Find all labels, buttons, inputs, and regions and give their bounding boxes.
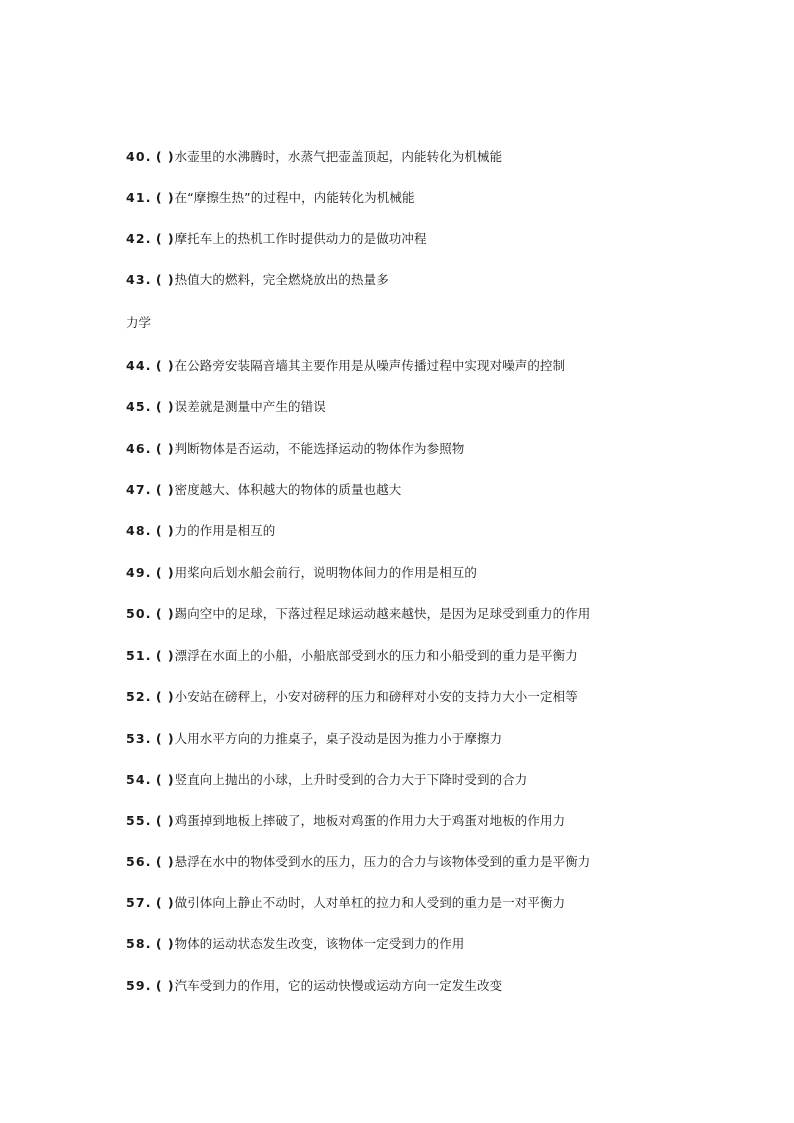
question-text: 人用水平方向的力推桌子，桌子没动是因为推力小于摩擦力 [174, 731, 503, 746]
section-title: 力学 [126, 315, 152, 330]
question-number: 59. [126, 978, 152, 993]
question-text: 鸡蛋掉到地板上摔破了，地板对鸡蛋的作用力大于鸡蛋对地板的作用力 [174, 813, 566, 828]
answer-blank: ( ) [155, 648, 175, 663]
question-number: 51. [126, 648, 152, 663]
question-number: 41. [126, 190, 152, 205]
answer-blank: ( ) [155, 272, 175, 287]
question-text: 做引体向上静止不动时，人对单杠的拉力和人受到的重力是一对平衡力 [174, 895, 566, 910]
question-text: 在“摩擦生热”的过程中，内能转化为机械能 [174, 190, 415, 205]
question-text: 用桨向后划水船会前行，说明物体间力的作用是相互的 [174, 565, 478, 580]
question-text: 热值大的燃料，完全燃烧放出的热量多 [174, 272, 389, 287]
answer-blank: ( ) [155, 482, 175, 497]
question-text: 小安站在磅秤上，小安对磅秤的压力和磅秤对小安的支持力大小一定相等 [174, 689, 578, 704]
question-44 [126, 357, 565, 375]
question-number: 48. [126, 523, 152, 538]
question-text: 悬浮在水中的物体受到水的压力，压力的合力与该物体受到的重力是平衡力 [174, 854, 591, 869]
answer-blank: ( ) [155, 149, 175, 164]
question-text: 物体的运动状态发生改变，该物体一定受到力的作用 [174, 936, 465, 951]
question-text: 判断物体是否运动，不能选择运动的物体作为参照物 [174, 441, 465, 456]
question-text: 汽车受到力的作用，它的运动快慢或运动方向一定发生改变 [174, 978, 503, 993]
answer-blank: ( ) [155, 358, 175, 373]
question-number: 40. [126, 149, 152, 164]
answer-blank: ( ) [155, 854, 175, 869]
answer-blank: ( ) [155, 190, 175, 205]
question-text: 水壶里的水沸腾时，水蒸气把壶盖顶起，内能转化为机械能 [174, 149, 503, 164]
question-text: 在公路旁安装隔音墙其主要作用是从噪声传播过程中实现对噪声的控制 [174, 358, 566, 373]
answer-blank: ( ) [155, 441, 175, 456]
question-45 [126, 398, 326, 416]
question-text: 漂浮在水面上的小船，小船底部受到水的压力和小船受到的重力是平衡力 [174, 648, 578, 663]
answer-blank: ( ) [155, 813, 175, 828]
question-number: 46. [126, 441, 152, 456]
question-number: 44. [126, 358, 152, 373]
question-number: 55. [126, 813, 152, 828]
question-text: 竖直向上抛出的小球，上升时受到的合力大于下降时受到的合力 [174, 772, 528, 787]
question-number: 47. [126, 482, 152, 497]
question-49 [126, 564, 477, 582]
question-number: 57. [126, 895, 152, 910]
question-40 [126, 148, 502, 166]
answer-blank: ( ) [155, 231, 175, 246]
answer-blank: ( ) [155, 731, 175, 746]
answer-blank: ( ) [155, 895, 175, 910]
question-number: 49. [126, 565, 152, 580]
question-43 [126, 271, 389, 289]
answer-blank: ( ) [155, 399, 175, 414]
answer-blank: ( ) [155, 565, 175, 580]
question-text: 摩托车上的热机工作时提供动力的是做功冲程 [174, 231, 427, 246]
answer-blank: ( ) [155, 936, 175, 951]
question-47 [126, 481, 401, 499]
answer-blank: ( ) [155, 606, 175, 621]
question-51 [126, 647, 578, 665]
answer-blank: ( ) [155, 978, 175, 993]
question-55 [126, 812, 565, 830]
question-41 [126, 189, 415, 207]
question-number: 56. [126, 854, 152, 869]
question-number: 50. [126, 606, 152, 621]
question-text: 力的作用是相互的 [174, 523, 276, 538]
question-text: 踢向空中的足球，下落过程足球运动越来越快，是因为足球受到重力的作用 [174, 606, 591, 621]
answer-blank: ( ) [155, 523, 175, 538]
question-58 [126, 935, 464, 953]
question-53 [126, 730, 502, 748]
question-59 [126, 977, 502, 995]
question-46 [126, 440, 464, 458]
question-50 [126, 605, 590, 623]
question-42 [126, 230, 427, 248]
question-54 [126, 771, 527, 789]
question-number: 58. [126, 936, 152, 951]
question-number: 53. [126, 731, 152, 746]
question-52 [126, 688, 578, 706]
answer-blank: ( ) [155, 772, 175, 787]
question-number: 45. [126, 399, 152, 414]
answer-blank: ( ) [155, 689, 175, 704]
question-number: 42. [126, 231, 152, 246]
question-text: 误差就是测量中产生的错误 [174, 399, 326, 414]
question-number: 43. [126, 272, 152, 287]
question-57 [126, 894, 565, 912]
question-56 [126, 853, 590, 871]
question-48 [126, 522, 275, 540]
question-text: 密度越大、体积越大的物体的质量也越大 [174, 482, 402, 497]
question-number: 52. [126, 689, 152, 704]
question-number: 54. [126, 772, 152, 787]
